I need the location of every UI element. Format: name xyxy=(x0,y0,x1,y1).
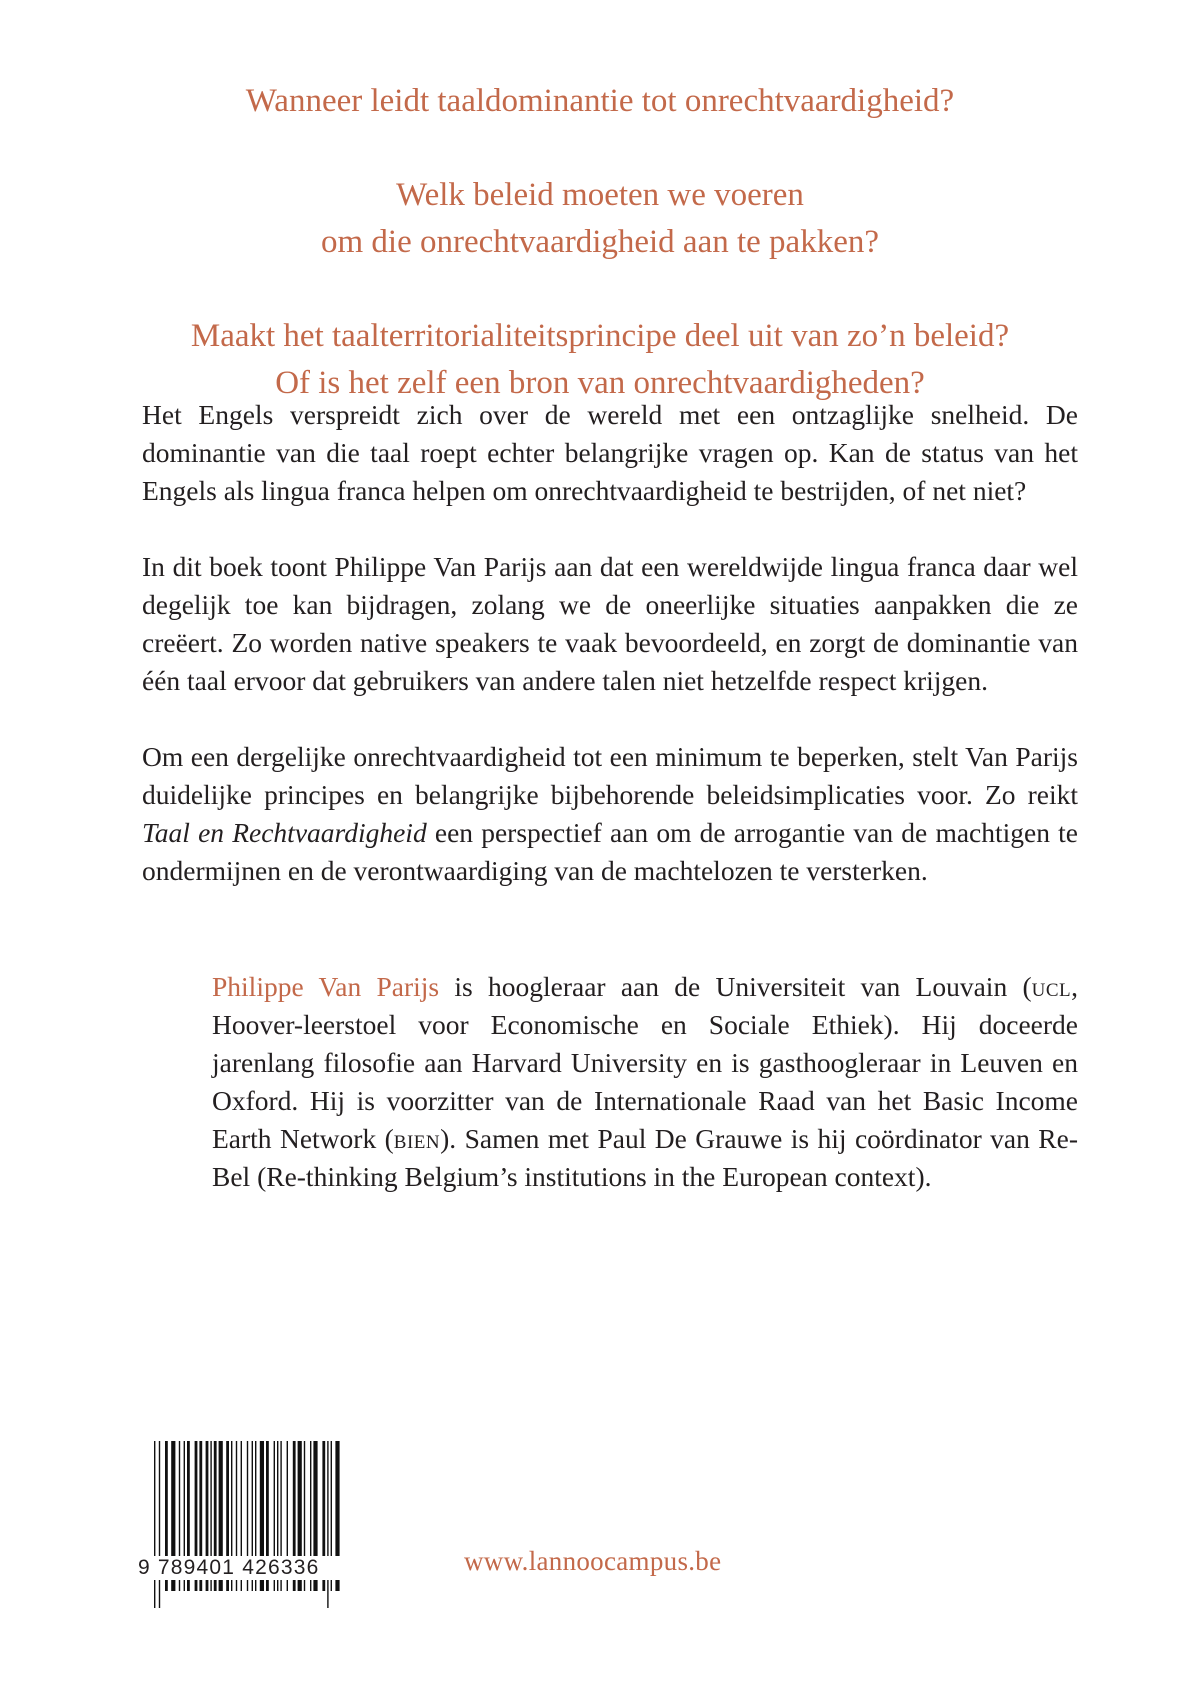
question-2 xyxy=(100,172,1100,266)
blurb xyxy=(142,396,1078,890)
bio-text: ). Samen met Paul De Grauwe is hij coördinator van Re-Bel (Re-thinking Belgium’s institutions in the European context). xyxy=(212,1123,1078,1192)
blurb-text: Om een dergelijke onrechtvaardigheid tot een minimum te beperken, stelt Van Parijs duidelijke principes en belangrijke bijbehorende beleidsimplicaties voor. Zo reikt xyxy=(142,741,1078,810)
blurb-text: een perspectief aan om de arrogantie van de machtigen te ondermijnen en de verontwaardiging van de machtelozen te versterken. xyxy=(142,817,1078,886)
isbn-number: 9 789401 426336 xyxy=(136,1556,360,1580)
barcode-bar xyxy=(327,1441,328,1608)
bien-abbr: bien xyxy=(393,1123,441,1154)
question-1 xyxy=(100,78,1100,125)
publisher-url[interactable]: www.lannoocampus.be xyxy=(464,1546,722,1576)
question-line: Welk beleid moeten we voeren xyxy=(396,177,804,213)
barcode-bar xyxy=(154,1441,155,1608)
book-title: Taal en Rechtvaardigheid xyxy=(142,817,427,848)
isbn-barcode xyxy=(152,1441,342,1608)
question-line: Maakt het taalterritorialiteitsprincipe deel uit van zo’n beleid? xyxy=(190,318,1010,354)
author-bio-text xyxy=(212,968,1078,1196)
blurb-paragraph-2: In dit boek toont Philippe Van Parijs aan dat een wereldwijde lingua franca daar wel degelijk toe kan bijdragen, zolang we de oneerlijke situaties aanpakken die ze creëert. Zo worden native speakers te vaak bevoordeeld, en zorgt de dominantie van één taal ervoor dat gebruikers van andere talen niet hetzelfde respect krijgen. xyxy=(142,551,1078,696)
bio-text: is hoogleraar aan de Universiteit van Louvain ( xyxy=(439,971,1032,1002)
bio-text: , Hoover-leerstoel voor Economische en Sociale Ethiek). Hij doceerde jarenlang filosofie aan Harvard University en is gasthoogleraar in Leuven en Oxford. Hij is voorzitter van de Internationale Raad van het Basic Income Earth Network ( xyxy=(212,971,1078,1154)
question-line: Wanneer leidt taaldominantie tot onrechtvaardigheid? xyxy=(245,83,955,119)
barcode-bar xyxy=(159,1441,160,1608)
author-bio xyxy=(212,968,1078,1196)
question-3 xyxy=(100,313,1100,407)
blurb-paragraph-3 xyxy=(142,738,1078,890)
author-name: Philippe Van Parijs xyxy=(212,971,440,1002)
question-line: Of is het zelf een bron van onrechtvaardigheden? xyxy=(275,365,925,401)
question-line: om die onrechtvaardigheid aan te pakken? xyxy=(320,224,879,260)
ucl-abbr: ucl xyxy=(1031,971,1072,1002)
blurb-paragraph-1: Het Engels verspreidt zich over de wereld met een ontzaglijke snelheid. De dominantie van die taal roept echter belangrijke vragen op. Kan de status van het Engels als lingua franca helpen om onrechtvaardigheid te bestrijden, of net niet? xyxy=(142,399,1078,506)
cover-questions xyxy=(100,78,1100,407)
